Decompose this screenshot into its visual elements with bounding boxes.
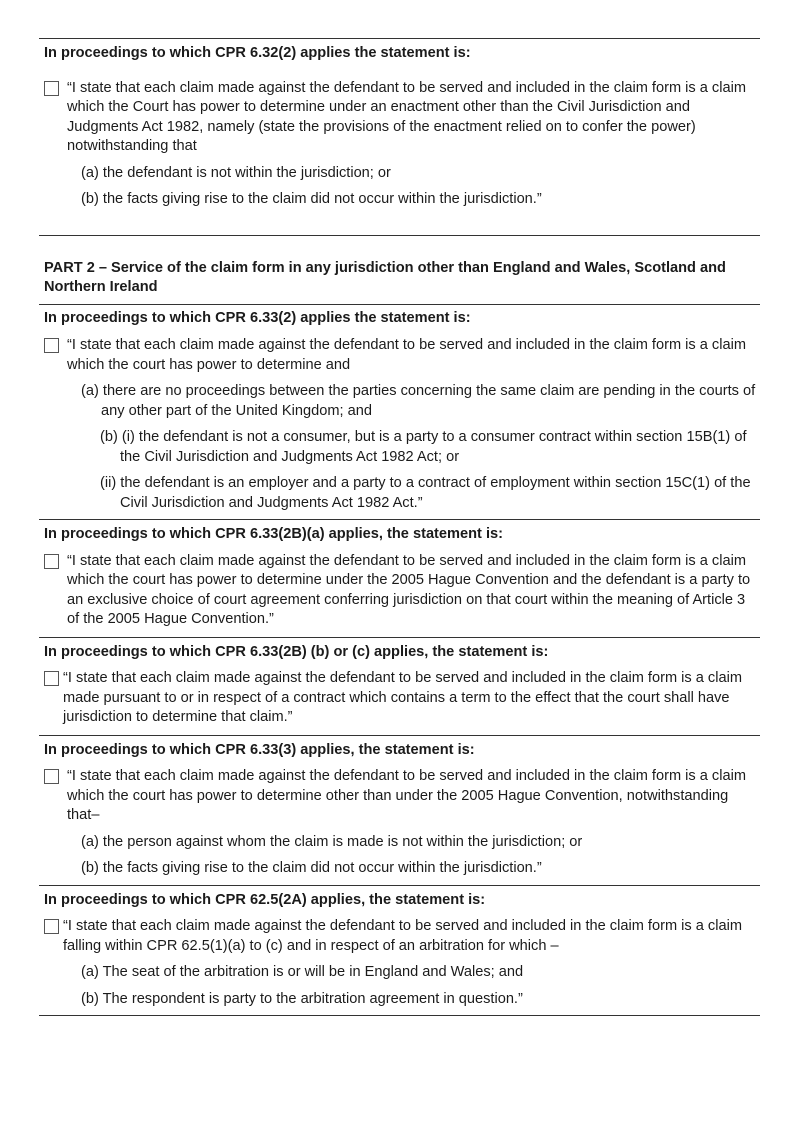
section-heading-cpr-6-33-3: In proceedings to which CPR 6.33(3) applies, the statement is: (44, 741, 475, 758)
statement-text: “I state that each claim made against the defendant to be served and included in the claim form is a claim made pursuant to or in respect of a contract which contains a term to the effect that the court shall have jurisdiction to determine that claim.” (63, 670, 742, 725)
checkbox-cpr-6-33-2b-b-c[interactable] (44, 671, 59, 686)
list-item: (ii) the defendant is an employer and a party to a contract of employment within section 15C(1) of the Civil Jurisdiction and Judgments Act 1982 Act.” (100, 475, 751, 511)
statement-text: “I state that each claim made against the defendant to be served and included in the claim form is a claim which the Court has power to determine under an enactment other than the Civil Jurisdiction and Judgments Act 1982, namely (state the provisions of the enactment relied on to confer the power) notwithstanding that (67, 79, 746, 154)
checkbox-cpr-6-32-2[interactable] (44, 81, 59, 96)
list-item: (a) the person against whom the claim is made is not within the jurisdiction; or (81, 833, 583, 850)
section-heading-cpr-6-33-2b-b-c: In proceedings to which CPR 6.33(2B) (b) or (c) applies, the statement is: (44, 643, 549, 660)
checkbox-cpr-6-33-2[interactable] (44, 338, 59, 353)
list-item: (a) the defendant is not within the jurisdiction; or (81, 164, 391, 181)
list-item: (b) The respondent is party to the arbitration agreement in question.” (81, 990, 523, 1007)
statement-cpr-6-33-3 (39, 767, 760, 826)
statement-text: “I state that each claim made against the defendant to be served and included in the claim form is a claim which the court has power to determine under the 2005 Hague Convention and the defendant is a party to an exclusive choice of court agreement conferring jurisdiction on that court within the meaning of Article 3 of the 2005 Hague Convention.” (67, 552, 751, 627)
section-heading-cpr-6-32-2: In proceedings to which CPR 6.32(2) applies the statement is: (44, 45, 471, 61)
list-item: (a) there are no proceedings between the parties concerning the same claim are pending in the courts of any other part of the United Kingdom; and (81, 383, 756, 419)
divider (39, 235, 760, 236)
statement-text: “I state that each claim made against the defendant to be served and included in the claim form is a claim which the court has power to determine and (67, 337, 746, 373)
section-heading-cpr-62-5-2a: In proceedings to which CPR 62.5(2A) applies, the statement is: (44, 891, 486, 908)
divider (39, 885, 760, 886)
divider (39, 637, 760, 638)
statement-cpr-6-33-2 (39, 336, 760, 375)
section-heading-cpr-6-33-2: In proceedings to which CPR 6.33(2) applies the statement is: (44, 309, 471, 326)
statement-cpr-6-33-2b-a (39, 552, 760, 630)
divider (39, 735, 760, 736)
checkbox-cpr-6-33-2b-a[interactable] (44, 554, 59, 569)
divider (39, 519, 760, 520)
statement-text: “I state that each claim made against the defendant to be served and included in the claim form is a claim falling within CPR 62.5(1)(a) to (c) and in respect of an arbitration for which – (63, 918, 742, 954)
statement-cpr-6-32-2 (39, 79, 760, 157)
list-item: (b) the facts giving rise to the claim did not occur within the jurisdiction.” (81, 191, 542, 207)
checkbox-cpr-62-5-2a[interactable] (44, 919, 59, 934)
statement-cpr-6-33-2b-b-c (39, 669, 760, 728)
divider (39, 1015, 760, 1016)
divider (39, 304, 760, 305)
list-item: (b) the facts giving rise to the claim did not occur within the jurisdiction.” (81, 860, 542, 876)
list-item: (b) (i) the defendant is not a consumer, but is a party to a consumer contract within section 15B(1) of the Civil Jurisdiction and Judgments Act 1982 Act; or (100, 429, 747, 465)
section-heading-cpr-6-33-2b-a: In proceedings to which CPR 6.33(2B)(a) applies, the statement is: (44, 526, 503, 542)
checkbox-cpr-6-33-3[interactable] (44, 769, 59, 784)
statement-cpr-62-5-2a (39, 917, 760, 956)
part-2-title: PART 2 – Service of the claim form in any jurisdiction other than England and Wales, Scotland and Northern Ireland (44, 259, 726, 295)
form-page (39, 38, 760, 1016)
divider (39, 38, 760, 39)
list-item: (a) The seat of the arbitration is or will be in England and Wales; and (81, 964, 524, 980)
statement-text: “I state that each claim made against the defendant to be served and included in the claim form is a claim which the court has power to determine other than under the 2005 Hague Convention, notwithstanding that– (67, 768, 746, 823)
